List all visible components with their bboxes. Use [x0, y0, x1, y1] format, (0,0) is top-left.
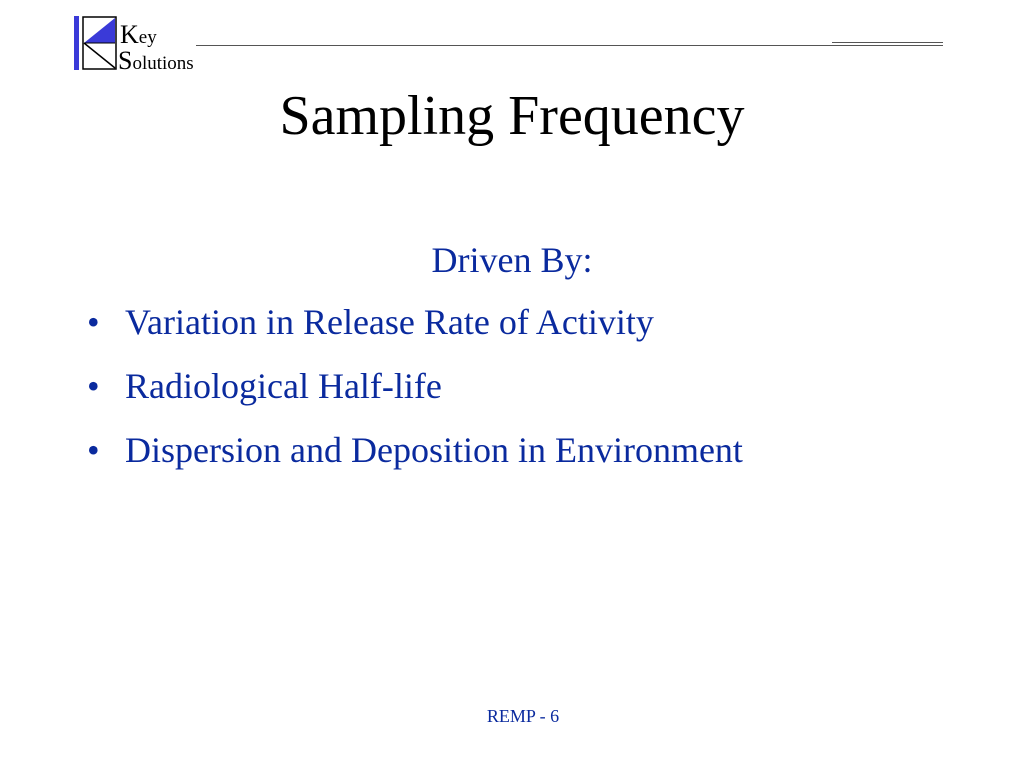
logo-diagonal: [84, 43, 115, 68]
bullet-item: [87, 298, 743, 362]
header-rule: [196, 45, 943, 46]
subheading: Driven By:: [431, 240, 593, 280]
logo-line1: Key: [120, 20, 157, 49]
bullet-list: [87, 298, 743, 490]
slide-footer: REMP - 6: [486, 706, 560, 726]
header-rule-accent: [832, 42, 943, 43]
logo-mark: [74, 16, 219, 72]
logo-line2: Solutions: [118, 46, 194, 72]
bullet-text: Dispersion and Deposition in Environment: [125, 430, 743, 470]
logo-upper-triangle: [84, 18, 115, 43]
slide-title: Sampling Frequency: [279, 85, 745, 147]
bullet-item: [87, 426, 743, 490]
bullet-dot-icon: •: [87, 302, 100, 342]
key-solutions-logo: [74, 16, 219, 72]
bullet-item: [87, 362, 743, 426]
bullet-dot-icon: •: [87, 430, 100, 470]
logo-bar: [74, 16, 79, 70]
bullet-text: Radiological Half-life: [125, 366, 442, 406]
bullet-text: Variation in Release Rate of Activity: [125, 302, 654, 342]
bullet-dot-icon: •: [87, 366, 100, 406]
